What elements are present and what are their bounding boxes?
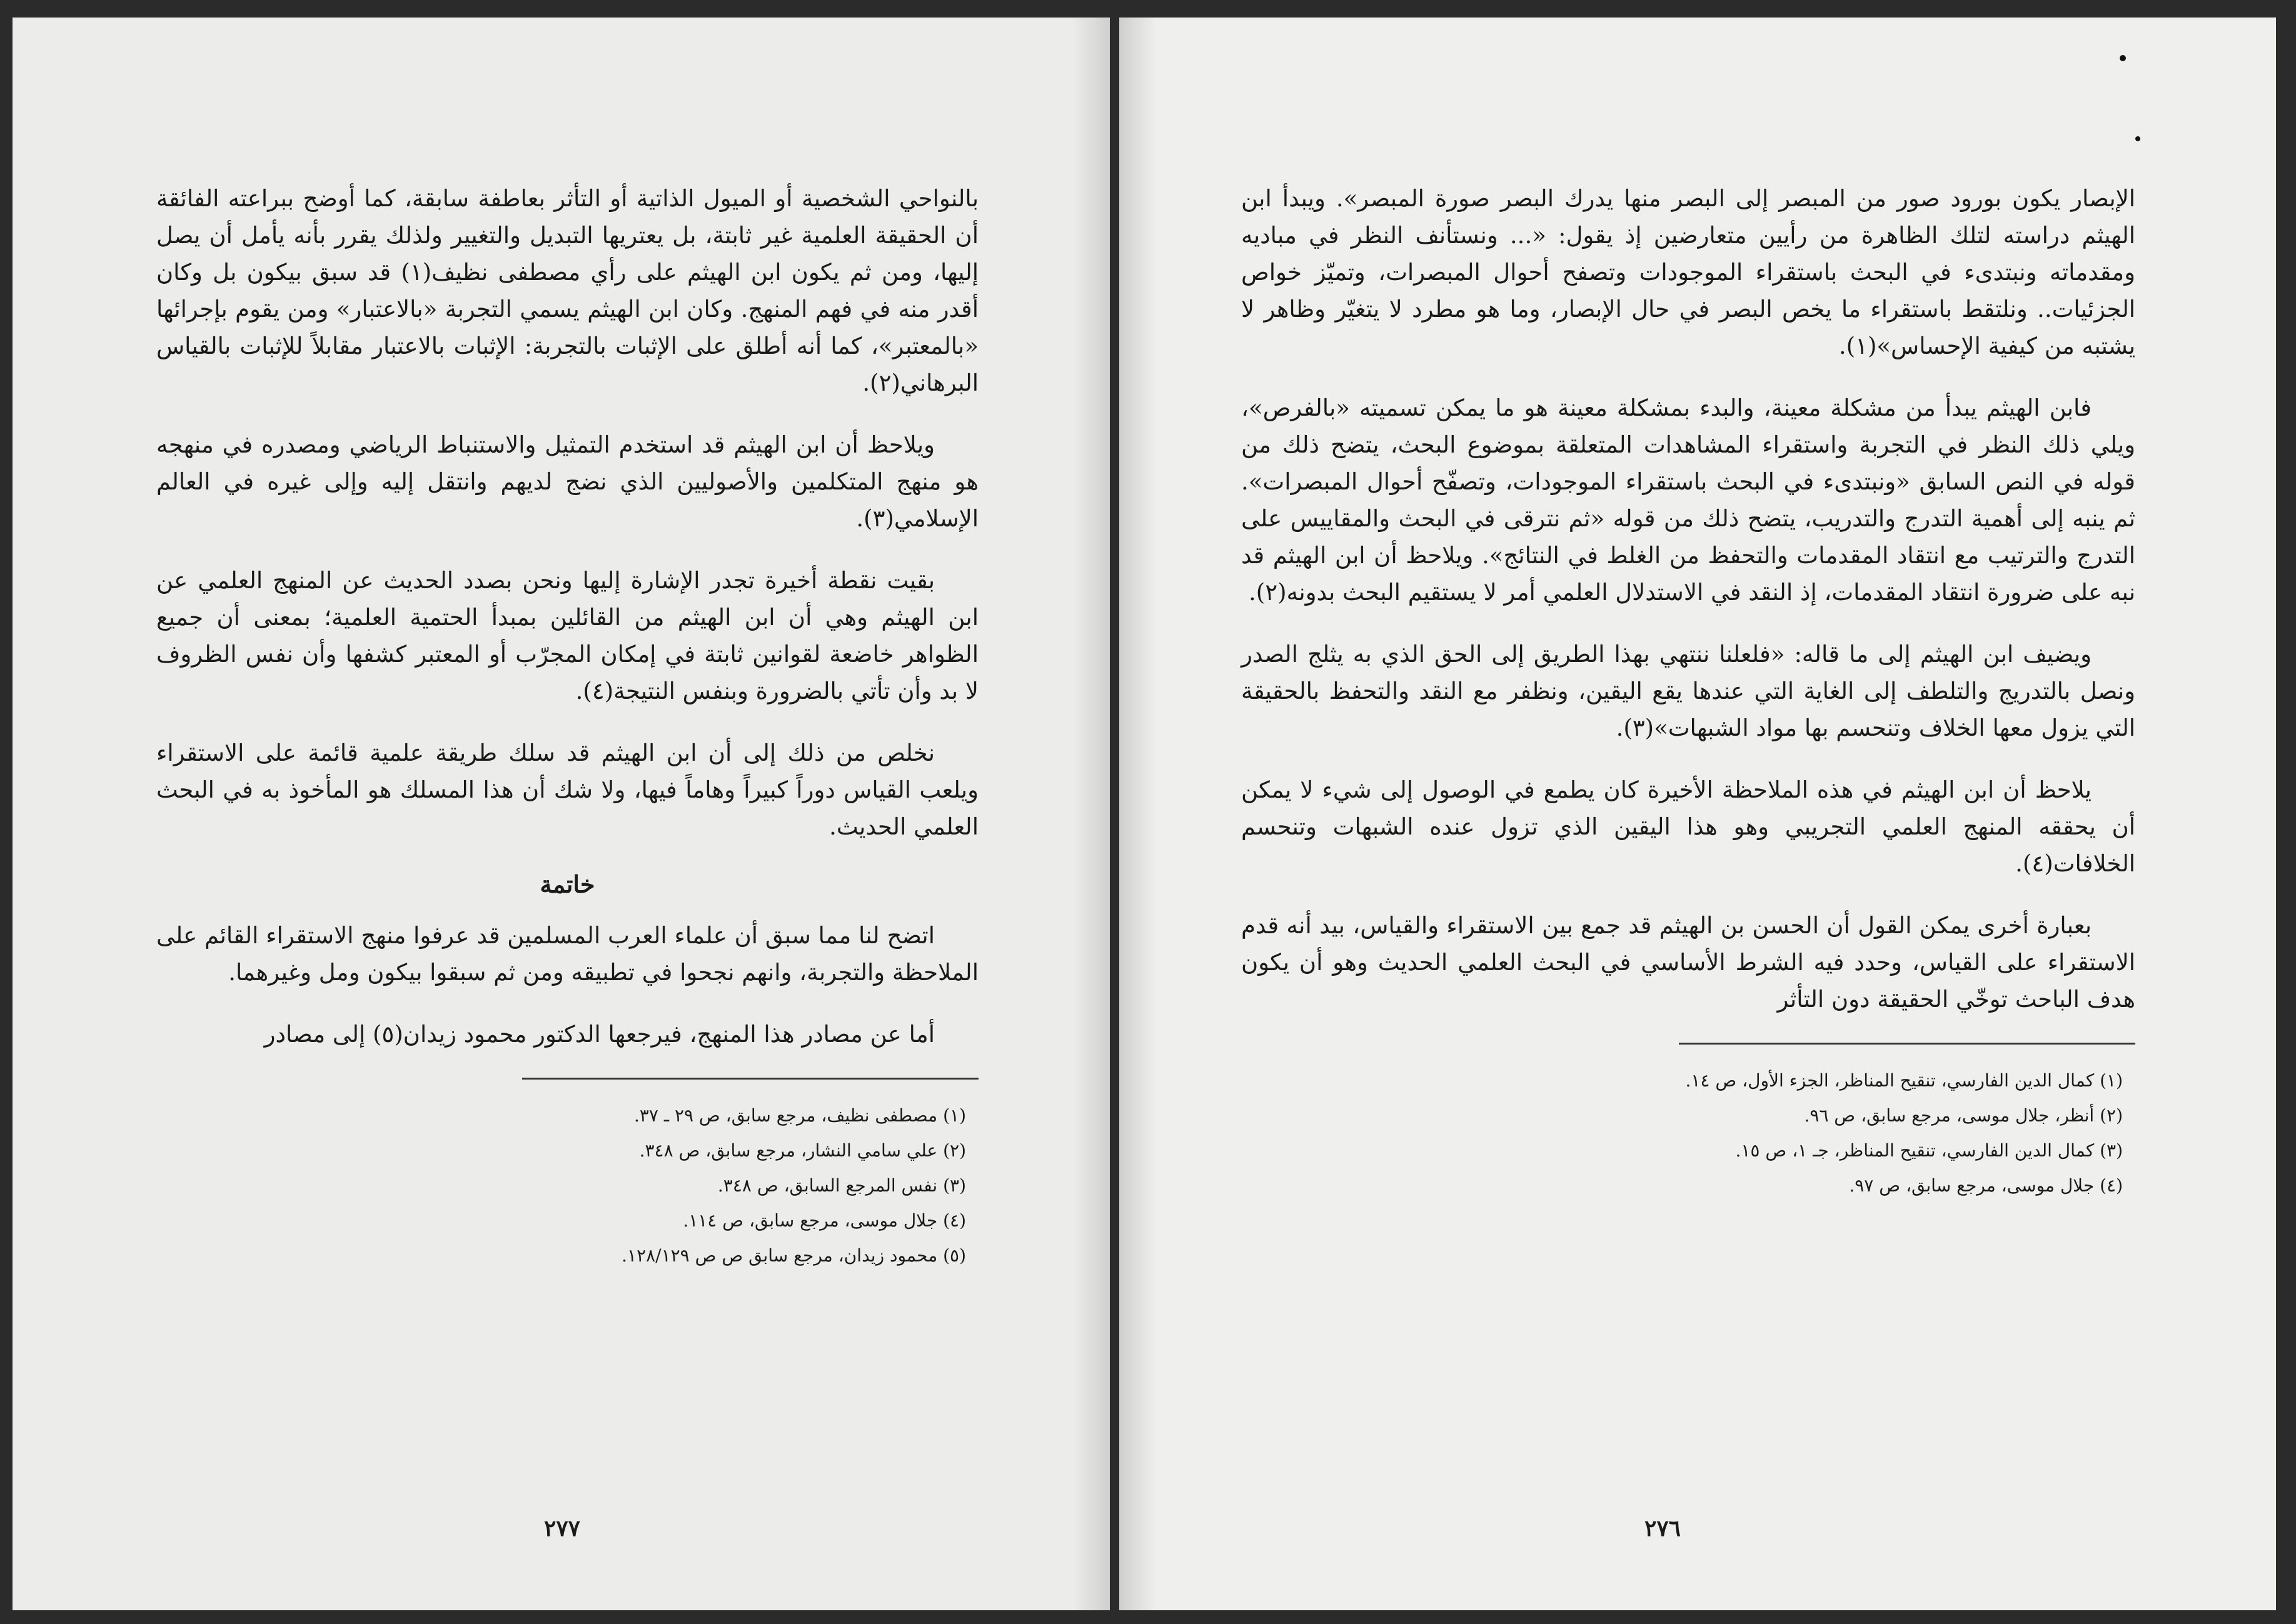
speck bbox=[2120, 55, 2126, 61]
footnote-divider bbox=[522, 1078, 979, 1080]
left-page bbox=[13, 18, 1110, 1610]
right-page bbox=[1119, 18, 2276, 1610]
footnote: (١) مصطفى نظيف، مرجع سابق، ص ٢٩ ـ ٣٧. bbox=[633, 1105, 966, 1126]
page-number: ٢٧٧ bbox=[544, 1515, 581, 1541]
body-paragraph: يلاحظ أن ابن الهيثم في هذه الملاحظة الأخيرة كان يطمع في الوصول إلى شيء لا يمكن أن يحققه المنهج العلمي التجريبي وهو هذا اليقين الذي تزول عنده الشبهات وتنحسم الخلافات(٤). bbox=[1241, 776, 2135, 877]
footnote: (٤) جلال موسى، مرجع سابق، ص ٩٧. bbox=[1849, 1175, 2123, 1196]
body-paragraph: فابن الهيثم يبدأ من مشكلة معينة، والبدء بمشكلة معينة هو ما يمكن تسميته «بالفرص»، ويلي ذلك النظر في التجربة واستقراء المشاهدات المتعلقة بموضوع البحث، يتضح ذلك من قوله في النص السابق «ونبتدىء في البحث باستقراء الموجودات، وتصفّح أحوال المبصرات». ثم ينبه إلى أهمية التدرج والتدريب، يتضح ذلك من قوله «ثم نترقى في البحث والمقاييس على التدرج والترتيب مع انتقاد المقدمات والتحفظ من الغلط في النتائج». ويلاحظ أن ابن الهيثم قد نبه على ضرورة انتقاد المقدمات، إذ النقد في الاستدلال العلمي أمر لا يستقيم البحث بدونه(٢). bbox=[1241, 394, 2135, 606]
body-paragraph: ويلاحظ أن ابن الهيثم قد استخدم التمثيل والاستنباط الرياضي ومصدره في منهجه هو منهج المتكلمين والأصوليين الذي نضج لديهم وانتقل إليه وإلى غيره في العالم الإسلامي(٣). bbox=[156, 431, 979, 532]
body-paragraph: الإبصار يكون بورود صور من المبصر إلى البصر منها يدرك البصر صورة المبصر». ويبدأ ابن الهيثم دراسته لتلك الظاهرة من رأيين متعارضين إذ يقول: «... ونستأنف النظر في مباديه ومقدماته ونبتدىء في البحث باستقراء الموجودات وتصفح أحوال المبصرات، وتميّز خواص الجزئيات.. ونلتقط باستقراء ما يخص البصر في حال الإبصار، وما هو مطرد لا يتغيّر وظاهر لا يشتبه من كيفية الإحساس»(١). bbox=[1241, 185, 2135, 359]
footnote-divider bbox=[1679, 1043, 2135, 1045]
body-paragraph: بعبارة أخرى يمكن القول أن الحسن بن الهيثم قد جمع بين الاستقراء والقياس، بيد أنه قدم الاستقراء على القياس، وحدد فيه الشرط الأساسي في البحث العلمي الحديث وهو أن يكون هدف الباحث توخّي الحقيقة دون التأثر bbox=[1241, 912, 2135, 1013]
footnote: (٤) جلال موسى، مرجع سابق، ص ١١٤. bbox=[683, 1210, 966, 1231]
footnote: (٣) كمال الدين الفارسي، تنقيح المناظر، جـ ١، ص ١٥. bbox=[1735, 1140, 2123, 1161]
footnote: (٣) نفس المرجع السابق، ص ٣٤٨. bbox=[717, 1175, 966, 1196]
speck bbox=[2135, 136, 2140, 141]
page-number: ٢٧٦ bbox=[1644, 1515, 1681, 1541]
footnote: (١) كمال الدين الفارسي، تنقيح المناظر، الجزء الأول، ص ١٤. bbox=[1685, 1070, 2123, 1091]
body-paragraph: بقيت نقطة أخيرة تجدر الإشارة إليها ونحن بصدد الحديث عن المنهج العلمي عن ابن الهيثم وهي أن ابن الهيثم من القائلين بمبدأ الحتمية العلمية؛ بمعنى أن جميع الظواهر خاضعة لقوانين ثابتة في إمكان المجرّب أو المعتبر كشفها وأن نفس الظروف لا بد وأن تأتي بالضرورة وبنفس النتيجة(٤). bbox=[156, 567, 979, 704]
gutter-shadow bbox=[1072, 18, 1110, 1610]
body-paragraph: نخلص من ذلك إلى أن ابن الهيثم قد سلك طريقة علمية قائمة على الاستقراء ويلعب القياس دوراً كبيراً وهاماً فيها، ولا شك أن هذا المسلك هو المأخوذ به في البحث العلمي الحديث. bbox=[156, 739, 979, 840]
body-paragraph: ويضيف ابن الهيثم إلى ما قاله: «فلعلنا ننتهي بهذا الطريق إلى الحق الذي به يثلج الصدر ونصل بالتدريج والتلطف إلى الغاية التي عندها يقع اليقين، ونظفر مع النقد والتحفظ بالحقيقة التي يزول معها الخلاف وتنحسم بها مواد الشبهات»(٣). bbox=[1241, 641, 2135, 741]
scanner-top-edge bbox=[0, 0, 2296, 18]
body-paragraph: أما عن مصادر هذا المنهج، فيرجعها الدكتور محمود زيدان(٥) إلى مصادر bbox=[264, 1021, 935, 1048]
body-paragraph: بالنواحي الشخصية أو الميول الذاتية أو التأثر بعاطفة سابقة، كما أوضح ببراعته الفائقة أن الحقيقة العلمية غير ثابتة، بل يعتريها التبديل والتغيير ولذلك يقرر بأنه يأمل أن يصل إليها، ومن ثم يكون ابن الهيثم على رأي مصطفى نظيف(١) قد سبق بيكون بل وكان أقدر منه في فهم المنهج. وكان ابن الهيثم يسمي التجربة «بالاعتبار» ومن يقوم بإجرائها «بالمعتبر»، كما أنه أطلق على الإثبات بالتجربة: الإثبات بالاعتبار مقابلاً للإثبات بالقياس البرهاني(٢). bbox=[156, 185, 979, 396]
section-heading: خاتمة bbox=[540, 870, 595, 898]
footnote: (٥) محمود زيدان، مرجع سابق ص ص ١٢٨/١٢٩. bbox=[622, 1245, 966, 1266]
body-paragraph: اتضح لنا مما سبق أن علماء العرب المسلمين قد عرفوا منهج الاستقراء القائم على الملاحظة والتجربة، وانهم نجحوا في تطبيقه ومن ثم سبقوا بيكون ومل وغيرهما. bbox=[156, 922, 979, 986]
footnote: (٢) أنظر، جلال موسى، مرجع سابق، ص ٩٦. bbox=[1804, 1105, 2123, 1126]
footnote: (٢) علي سامي النشار، مرجع سابق، ص ٣٤٨. bbox=[639, 1140, 966, 1161]
gutter-shadow bbox=[1119, 18, 1157, 1610]
